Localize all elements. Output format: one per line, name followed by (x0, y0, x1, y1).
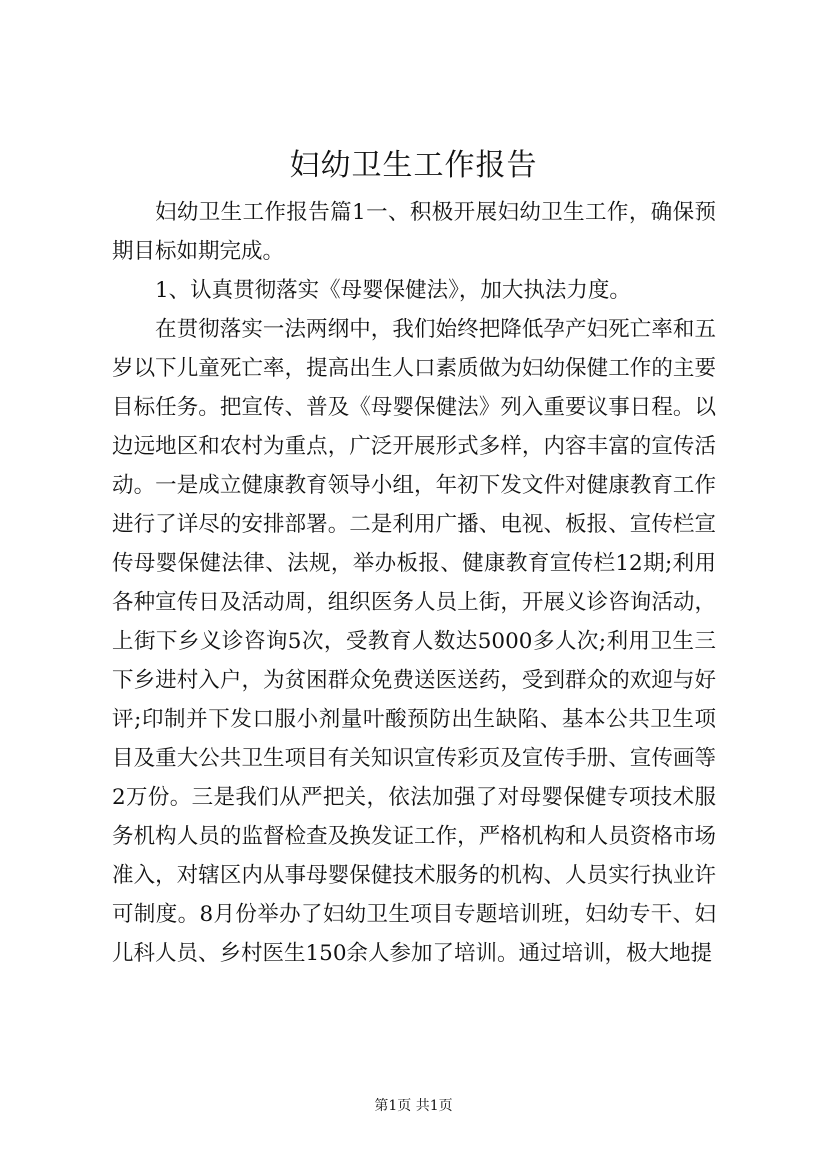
paragraph-section-1: 1、认真贯彻落实《母婴保健法》，加大执法力度。 (155, 278, 631, 303)
paragraph-intro: 妇幼卫生工作报告篇1一、积极开展妇幼卫生工作，确保预期目标如期完成。 (112, 200, 716, 264)
paragraph-main: 在贯彻落实一法两纲中，我们始终把降低孕产妇死亡率和五岁以下儿童死亡率，提高出生人口素质做为妇幼保健工作的主要目标任务。把宣传、普及《母婴保健法》列入重要议事日程。以边远地区和农村为重点，广泛开展形式多样，内容丰富的宣传活动。一是成立健康教育领导小组，年初下发文件对健康教育工作进行了详尽的安排部署。二是利用广播、电视、板报、宣传栏宣传母婴保健法律、法规，举办板报、健康教育宣传栏12期;利用各种宣传日及活动周，组织医务人员上街，开展义诊咨询活动，上街下乡义诊咨询5次，受教育人数达5000多人次;利用卫生三下乡进村入户，为贫困群众免费送医送药，受到群众的欢迎与好评;印制并下发口服小剂量叶酸预防出生缺陷、基本公共卫生项目及重大公共卫生项目有关知识宣传彩页及宣传手册、宣传画等2万份。三是我们从严把关，依法加强了对母婴保健专项技术服务机构人员的监督检查及换发证工作，严格机构和人员资格市场准入，对辖区内从事母婴保健技术服务的机构、人员实行执业许可制度。8月份举办了妇幼卫生项目专题培训班，妇幼专干、妇儿科人员、乡村医生150余人参加了培训。通过培训，极大地提 (112, 317, 716, 966)
document-title: 妇幼卫生工作报告 (289, 148, 538, 183)
document-body (112, 193, 716, 973)
page-footer: 第1页 共1页 (374, 1098, 453, 1114)
